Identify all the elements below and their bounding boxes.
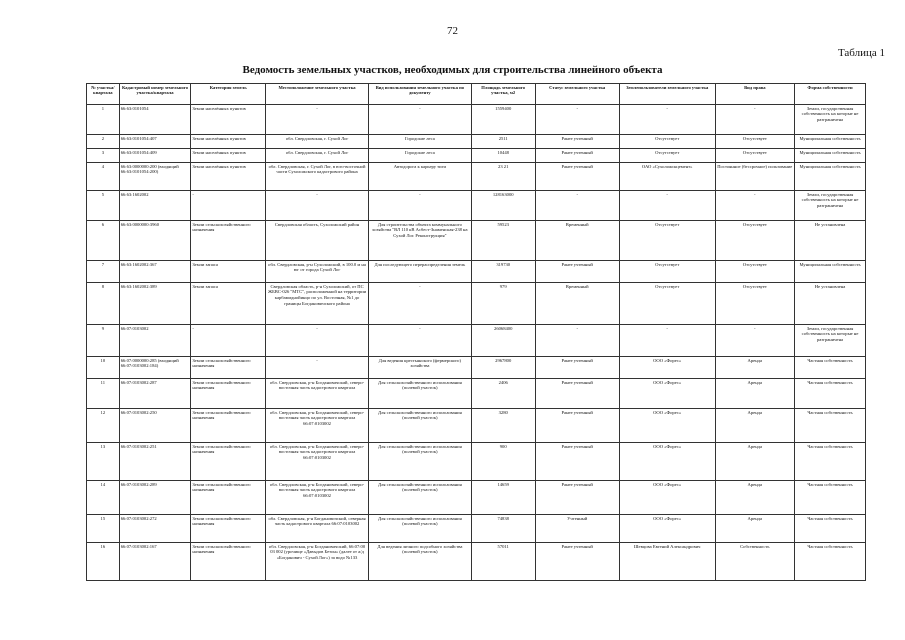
cell-ownership: Не установлена: [795, 283, 866, 325]
cell-status: Ранее учтенный: [535, 481, 619, 515]
cell-number: 1: [87, 105, 120, 135]
cell-area: 23 21: [471, 163, 535, 191]
cell-location: обл. Свердловская, р-н Богдановичский, северо-восточная часть кадастрового квартала 66:07:0103002: [266, 443, 369, 481]
cell-location: обл. Свердловская, р-н Богдановичский, северная часть кадастрового квартала 66:07:0103002: [266, 515, 369, 543]
cell-category: Земли сельскохозяйственного назначения: [191, 481, 266, 515]
cell-right: -: [715, 191, 794, 221]
table-row: [87, 543, 866, 581]
cell-users: ООО «Форес»: [619, 379, 715, 409]
cell-ownership: Земли, государственная собственность на которые не разграничена: [795, 325, 866, 357]
cell-right: Отсутствует: [715, 135, 794, 149]
cell-users: -: [619, 191, 715, 221]
cell-number: 12: [87, 409, 120, 443]
cell-use: Для сельскохозяйственного использования (полевой участок): [368, 409, 471, 443]
cell-area: 979: [471, 283, 535, 325]
cell-users: Отсутствует: [619, 283, 715, 325]
cell-use: Для ведения личного подсобного хозяйства (полевой участок): [368, 543, 471, 581]
header-ownership: Форма собственности: [795, 84, 866, 105]
cell-status: -: [535, 105, 619, 135]
cell-use: -: [368, 105, 471, 135]
cell-use: -: [368, 191, 471, 221]
cell-use: Для сельскохозяйственного использования (полевой участок): [368, 443, 471, 481]
cell-users: ООО «Форес»: [619, 443, 715, 481]
cell-cadastral: 66:07:0103002:250: [119, 409, 191, 443]
cell-location: Свердловская область, р-н Сухоложский, от ПС ЖБВС-026 "МТС", расположенной на территории карбамиднойинцо по ул. Восточная, №1 до границы Богдановичского района: [266, 283, 369, 325]
table-row: [87, 163, 866, 191]
table-row: [87, 379, 866, 409]
cell-use: Для ведения крестьянского (фермерского) хозяйства: [368, 357, 471, 379]
table-row: [87, 105, 866, 135]
cell-users: Отсутствует: [619, 135, 715, 149]
cell-number: 7: [87, 261, 120, 283]
cell-cadastral: 66:07:0103002:287: [119, 379, 191, 409]
cell-use: -: [368, 325, 471, 357]
cell-category: Земли сельскохозяйственного назначения: [191, 543, 266, 581]
cell-use: -: [368, 283, 471, 325]
cell-location: обл. Свердловская, г. Сухой Лог: [266, 149, 369, 163]
cell-cadastral: 66:07:0103002:272: [119, 515, 191, 543]
header-cadastral: Кадастровый номер земельного участка/квартала: [119, 84, 191, 105]
cell-category: -: [191, 325, 266, 357]
cell-cadastral: 66:63:0101054: [119, 105, 191, 135]
cell-right: Отсутствует: [715, 283, 794, 325]
cell-right: Аренда: [715, 357, 794, 379]
cell-status: Ранее учтенный: [535, 135, 619, 149]
cell-right: Собственность: [715, 543, 794, 581]
cell-area: 59523: [471, 221, 535, 261]
cell-users: Отсутствует: [619, 149, 715, 163]
cell-location: -: [266, 325, 369, 357]
cell-cadastral: 66:63:0101054:407: [119, 135, 191, 149]
cell-location: Свердловская область, Сухоложский район: [266, 221, 369, 261]
header-area: Площадь земельного участка, м2: [471, 84, 535, 105]
cell-ownership: Муниципальная собственность: [795, 163, 866, 191]
header-users: Землепользователи земельного участка: [619, 84, 715, 105]
header-right: Вид права: [715, 84, 794, 105]
cell-use: Для сельскохозяйственного использования (полевой участок): [368, 515, 471, 543]
cell-ownership: Частная собственность: [795, 357, 866, 379]
cell-location: обл. Свердловская, р-н Богдановичский, 66:07:00 03 002 (урочище «Давыдов Бетон» (далее от а/д «Богданович - Сухой Лог») за водо №133: [266, 543, 369, 581]
cell-category: Земли сельскохозяйственного назначения: [191, 443, 266, 481]
cell-right: -: [715, 325, 794, 357]
cell-users: ООО «Форес»: [619, 515, 715, 543]
cell-category: Земли запаса: [191, 283, 266, 325]
cell-status: Временный: [535, 283, 619, 325]
cell-cadastral: 66:63:0000000:3960: [119, 221, 191, 261]
cell-status: Ранее учтенный: [535, 543, 619, 581]
table-row: [87, 261, 866, 283]
cell-users: Отсутствует: [619, 261, 715, 283]
cell-use: Городские леса: [368, 149, 471, 163]
table-label: Таблица 1: [837, 47, 885, 59]
cell-users: ООО «Форес»: [619, 409, 715, 443]
cell-ownership: Частная собственность: [795, 515, 866, 543]
cell-status: Ранее учтенный: [535, 409, 619, 443]
header-location: Местоположение земельного участка: [266, 84, 369, 105]
cell-category: Земли населённых пунктов: [191, 149, 266, 163]
cell-location: обл. Свердловская, р-н Богдановичский, северо-восточная часть кадастрового квартала 66:07:0103002: [266, 481, 369, 515]
table-row: [87, 481, 866, 515]
cell-number: 5: [87, 191, 120, 221]
cell-category: Земли запаса: [191, 261, 266, 283]
cell-right: Отсутствует: [715, 261, 794, 283]
cell-area: 900: [471, 443, 535, 481]
cell-status: Ранее учтенный: [535, 261, 619, 283]
cell-area: 26068400: [471, 325, 535, 357]
table-row: [87, 443, 866, 481]
cell-status: -: [535, 325, 619, 357]
cell-users: ООО «Форес»: [619, 357, 715, 379]
cell-area: 319730: [471, 261, 535, 283]
cell-number: 14: [87, 481, 120, 515]
cell-ownership: Частная собственность: [795, 409, 866, 443]
cell-location: -: [266, 357, 369, 379]
cell-category: Земли сельскохозяйственного назначения: [191, 379, 266, 409]
cell-location: обл. Свердловская, г. Сухой Лог: [266, 135, 369, 149]
cell-category: Земли сельскохозяйственного назначения: [191, 409, 266, 443]
cell-cadastral: 66:63:0101054:409: [119, 149, 191, 163]
cell-use: Городские леса: [368, 135, 471, 149]
cell-right: Отсутствует: [715, 149, 794, 163]
table-row: [87, 409, 866, 443]
table-row: [87, 325, 866, 357]
cell-location: -: [266, 191, 369, 221]
cell-cadastral: 66:63:1602002:389: [119, 283, 191, 325]
cell-users: ОАО «Сухоложскцемент»: [619, 163, 715, 191]
cell-cadastral: 66:07:0103002:251: [119, 443, 191, 481]
cell-status: Учтенный: [535, 515, 619, 543]
cell-number: 6: [87, 221, 120, 261]
cell-users: -: [619, 325, 715, 357]
cell-use: Для последующего перераспределения земель: [368, 261, 471, 283]
cell-area: 14659: [471, 481, 535, 515]
cell-right: Аренда: [715, 515, 794, 543]
cell-category: Земли сельскохозяйственного назначения: [191, 221, 266, 261]
cell-cadastral: 66:63:1602002: [119, 191, 191, 221]
cell-status: Ранее учтенный: [535, 163, 619, 191]
cell-cadastral: 66:07:0000000:285 (входящий 66:07:0103002:184): [119, 357, 191, 379]
cell-area: 128163000: [471, 191, 535, 221]
cell-number: 13: [87, 443, 120, 481]
cell-use: Автодорога к карьеру тиги: [368, 163, 471, 191]
cell-status: Ранее учтенный: [535, 357, 619, 379]
cell-number: 11: [87, 379, 120, 409]
cell-number: 2: [87, 135, 120, 149]
cell-users: ООО «Форес»: [619, 481, 715, 515]
cell-status: -: [535, 191, 619, 221]
cell-category: -: [191, 191, 266, 221]
cell-area: 10448: [471, 149, 535, 163]
cell-location: обл. Свердловская, р-н Богдановичский, северо-восточная часть кадастрового квартала: [266, 379, 369, 409]
cell-right: Аренда: [715, 443, 794, 481]
cell-use: Для строительства объекта коммунального хозяйства "ВЛ 110 кВ Асбест-Знаменская-238 на Сухой Лог. Реконструкция": [368, 221, 471, 261]
cell-number: 10: [87, 357, 120, 379]
cell-area: 2967800: [471, 357, 535, 379]
cell-cadastral: 66:07:0103002:167: [119, 543, 191, 581]
cell-number: 8: [87, 283, 120, 325]
cell-ownership: Муниципальная собственность: [795, 135, 866, 149]
cell-number: 3: [87, 149, 120, 163]
header-category: Категория земель: [191, 84, 266, 105]
cell-users: Отсутствует: [619, 221, 715, 261]
cell-area: 74838: [471, 515, 535, 543]
cell-ownership: Не установлена: [795, 221, 866, 261]
cell-ownership: Земли, государственная собственность на которые не разграничена: [795, 105, 866, 135]
cell-ownership: Муниципальная собственность: [795, 261, 866, 283]
cell-ownership: Муниципальная собственность: [795, 149, 866, 163]
page-number: 72: [447, 25, 458, 37]
document-title: Ведомость земельных участков, необходимых для строительства линейного объекта: [242, 64, 663, 76]
cell-number: 15: [87, 515, 120, 543]
land-plots-table: [86, 83, 866, 581]
cell-number: 4: [87, 163, 120, 191]
cell-area: 2406: [471, 379, 535, 409]
cell-status: Ранее учтенный: [535, 379, 619, 409]
cell-users: -: [619, 105, 715, 135]
table-row: [87, 515, 866, 543]
table-row: [87, 135, 866, 149]
header-use: Вид использования земельного участка по документу: [368, 84, 471, 105]
header-status: Статус земельного участка: [535, 84, 619, 105]
cell-location: обл. Свердловская, р-н Сухоложский, в 100.0 м на юг от города Сухой Лог: [266, 261, 369, 283]
cell-right: Отсутствует: [715, 221, 794, 261]
cell-number: 9: [87, 325, 120, 357]
cell-cadastral: 66:07:0103002:289: [119, 481, 191, 515]
cell-area: 1559400: [471, 105, 535, 135]
table-row: [87, 221, 866, 261]
cell-location: обл. Свердловская, р-н Богдановичский, северо-восточная часть кадастрового квартала 66:07:0103002: [266, 409, 369, 443]
cell-ownership: Частная собственность: [795, 481, 866, 515]
cell-cadastral: 66:63:0000000:200 (входящий 66:63:0101054:200): [119, 163, 191, 191]
cell-users: Шевцова Евгений Александрович: [619, 543, 715, 581]
cell-category: Земли сельскохозяйственного назначения: [191, 515, 266, 543]
cell-ownership: Земли, государственная собственность на которые не разграничена: [795, 191, 866, 221]
cell-right: -: [715, 105, 794, 135]
cell-use: Для сельскохозяйственного использования (полевой участок): [368, 481, 471, 515]
table-header-row: [87, 84, 866, 105]
table-row: [87, 357, 866, 379]
cell-use: Для сельскохозяйственного использования (полевой участок): [368, 379, 471, 409]
cell-status: Ранее учтенный: [535, 443, 619, 481]
header-number: № участка/ квартала: [87, 84, 120, 105]
cell-right: Аренда: [715, 379, 794, 409]
cell-location: -: [266, 105, 369, 135]
table-row: [87, 149, 866, 163]
cell-ownership: Частная собственность: [795, 379, 866, 409]
cell-cadastral: 66:07:0103002: [119, 325, 191, 357]
cell-right: Постоянное (бессрочное) пользование: [715, 163, 794, 191]
cell-ownership: Частная собственность: [795, 543, 866, 581]
cell-right: Аренда: [715, 409, 794, 443]
cell-right: Аренда: [715, 481, 794, 515]
cell-cadastral: 66:63:1602002:367: [119, 261, 191, 283]
cell-location: обл. Свердловская, г. Сухой Лог, в юго-восточной части Сухоложского кадастрового района: [266, 163, 369, 191]
cell-status: Временный: [535, 221, 619, 261]
cell-status: Ранее учтенный: [535, 149, 619, 163]
cell-number: 16: [87, 543, 120, 581]
cell-category: Земли населённых пунктов: [191, 105, 266, 135]
cell-area: 57011: [471, 543, 535, 581]
cell-category: Земли сельскохозяйственного назначения: [191, 357, 266, 379]
cell-area: 2511: [471, 135, 535, 149]
cell-area: 3280: [471, 409, 535, 443]
cell-category: Земли населённых пунктов: [191, 135, 266, 149]
table-row: [87, 283, 866, 325]
cell-category: Земли населённых пунктов: [191, 163, 266, 191]
cell-ownership: Частная собственность: [795, 443, 866, 481]
table-row: [87, 191, 866, 221]
